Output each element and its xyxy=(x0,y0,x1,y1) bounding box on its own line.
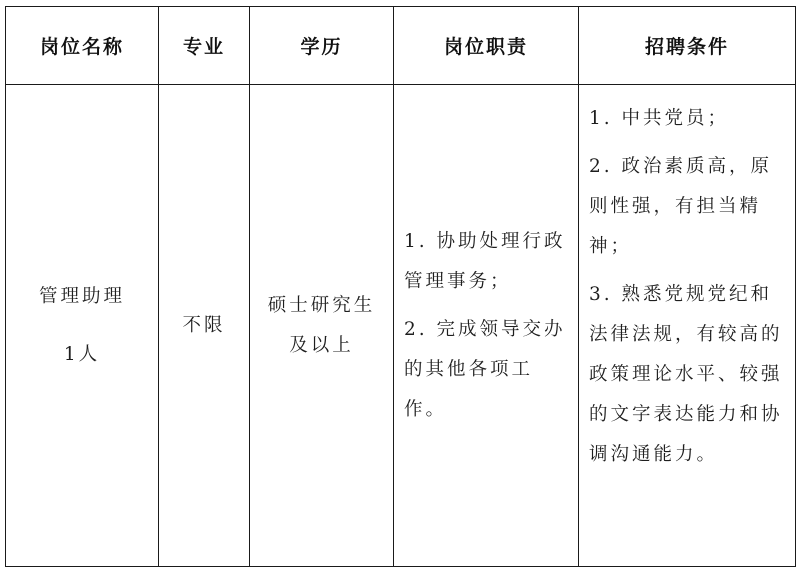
duty-item: 2. 完成领导交办的其他各项工作。 xyxy=(404,318,566,420)
header-position: 岗位名称 xyxy=(6,7,159,85)
table-row xyxy=(6,85,796,567)
major-value: 不限 xyxy=(182,314,226,336)
position-name: 管理助理 xyxy=(38,285,125,307)
recruitment-table-wrapper xyxy=(5,6,795,567)
requirement-item: 3. 熟悉党规党纪和法律法规，有较高的政策理论水平、较强的文字表达能力和协调沟通能力。 xyxy=(589,284,783,465)
education-line-2: 及以上 xyxy=(289,334,354,356)
education-cell xyxy=(250,85,394,567)
position-count: 1人 xyxy=(63,343,101,365)
major-cell xyxy=(159,85,250,567)
position-cell xyxy=(6,85,159,567)
requirement-item: 1. 中共党员； xyxy=(589,108,730,129)
table-header-row xyxy=(6,7,796,85)
header-major: 专业 xyxy=(159,7,250,85)
requirements-cell xyxy=(579,85,796,567)
requirement-item: 2. 政治素质高，原则性强，有担当精神； xyxy=(589,156,773,257)
header-duties: 岗位职责 xyxy=(394,7,579,85)
education-line-1: 硕士研究生 xyxy=(267,294,376,316)
header-requirements: 招聘条件 xyxy=(579,7,796,85)
recruitment-table xyxy=(5,6,796,567)
header-education: 学历 xyxy=(250,7,394,85)
duty-item: 1. 协助处理行政管理事务； xyxy=(404,230,566,292)
duties-cell xyxy=(394,85,579,567)
